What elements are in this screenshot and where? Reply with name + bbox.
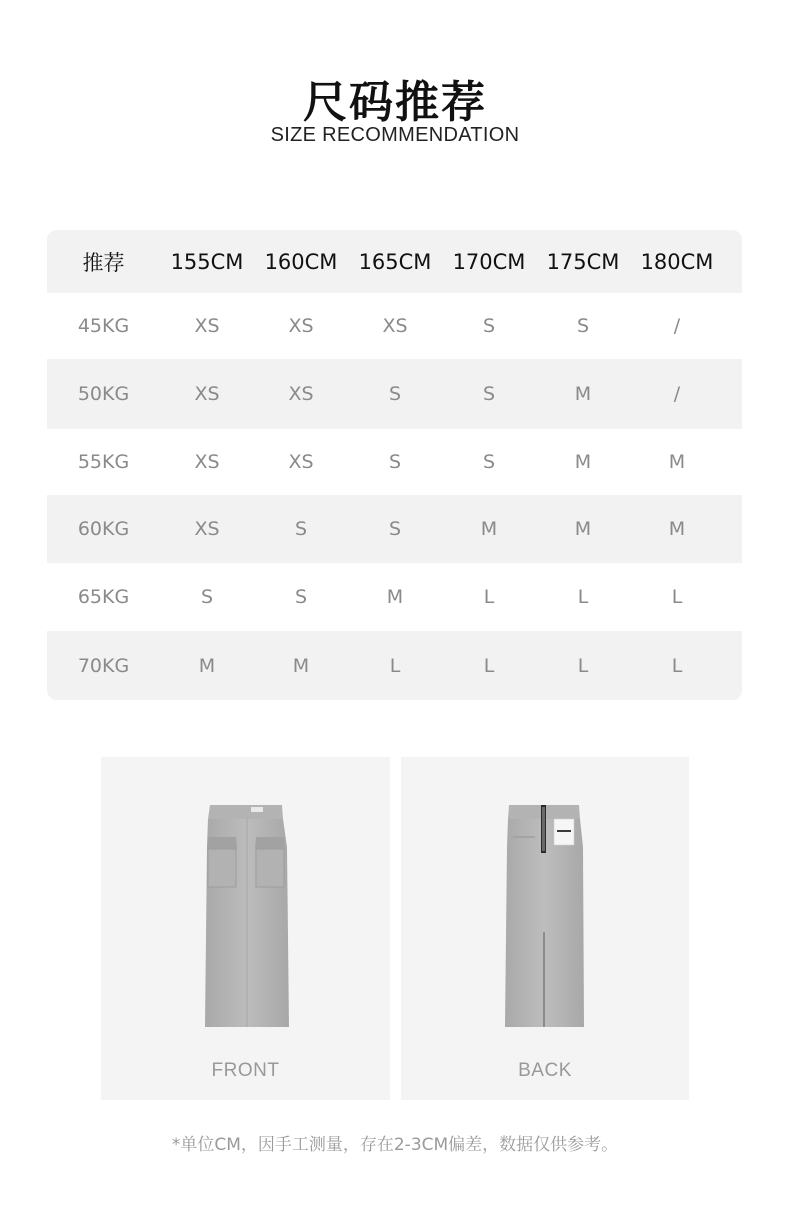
size-cell: L [577,586,589,608]
weight-cell: 45KG [77,315,130,337]
size-cell: XS [288,451,314,473]
table-body [47,293,742,700]
front-label: FRONT [211,1060,280,1081]
table-row [47,631,742,700]
height-header: 155CM [170,249,244,274]
size-cell: M [386,586,404,608]
size-cell: / [673,315,681,337]
size-cell: S [200,586,214,608]
size-cell: S [294,586,308,608]
size-cell: L [577,655,589,677]
size-cell: S [482,383,496,405]
weight-cell: 60KG [77,518,130,540]
size-cell: S [576,315,590,337]
size-cell: / [673,383,681,405]
back-view-panel [401,757,689,1100]
size-cell: M [198,655,216,677]
size-cell: S [388,451,402,473]
table-row [47,563,742,631]
size-cell: XS [194,451,220,473]
table-row [47,293,742,359]
size-cell: XS [194,383,220,405]
size-cell: M [668,451,686,473]
size-cell: M [574,451,592,473]
size-cell: S [482,315,496,337]
height-header: 160CM [264,249,338,274]
table-row [47,359,742,429]
weight-cell: 55KG [77,451,130,473]
size-cell: S [388,383,402,405]
table-row [47,495,742,563]
size-cell: L [483,586,495,608]
size-cell: XS [288,383,314,405]
size-cell: XS [382,315,408,337]
skirt-back-image [401,757,689,1100]
size-cell: M [574,383,592,405]
size-cell: XS [194,315,220,337]
size-cell: S [294,518,308,540]
size-cell: XS [194,518,220,540]
size-cell: M [480,518,498,540]
size-cell: S [388,518,402,540]
height-header: 165CM [358,249,432,274]
size-cell: M [574,518,592,540]
size-cell: XS [288,315,314,337]
front-view-panel [101,757,390,1100]
page-title: 尺码推荐 [303,77,487,128]
size-cell: L [389,655,401,677]
measurement-footnote: *单位CM，因手工测量，存在2-3CM偏差，数据仅供参考。 [171,1135,619,1155]
weight-cell: 50KG [77,383,130,405]
corner-label: 推荐 [82,250,125,275]
size-table [47,230,742,700]
height-header: 175CM [546,249,620,274]
height-header: 180CM [640,249,714,274]
size-cell: S [482,451,496,473]
size-cell: L [483,655,495,677]
page-subtitle: SIZE RECOMMENDATION [270,124,520,146]
weight-cell: 70KG [77,655,130,677]
back-label: BACK [518,1060,572,1081]
weight-cell: 65KG [77,586,130,608]
height-header: 170CM [452,249,526,274]
size-cell: M [668,518,686,540]
size-cell: L [671,655,683,677]
skirt-front-image [101,757,390,1100]
size-cell: L [671,586,683,608]
table-header-row [47,230,742,293]
table-row [47,429,742,495]
size-cell: M [292,655,310,677]
